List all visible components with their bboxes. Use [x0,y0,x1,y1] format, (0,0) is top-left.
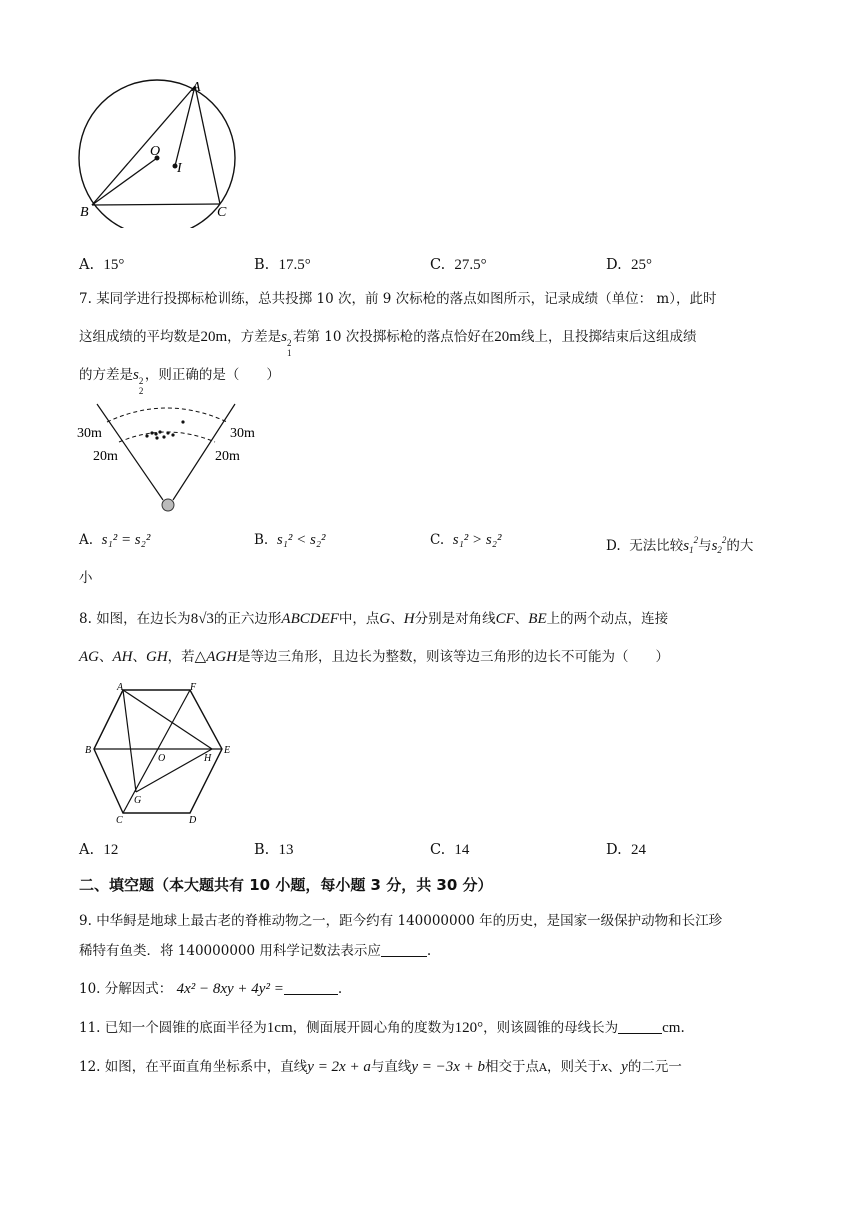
q11-line [79,1018,685,1038]
option-value: 15° [103,257,125,273]
question-number: 11. [79,1020,101,1036]
radius: 1cm [266,1020,293,1036]
text: 若第 10 次投掷标枪的落点恰好在 [293,329,495,345]
q8-option-b[interactable] [254,840,293,860]
q8-option-c[interactable] [430,840,469,860]
text: 如图，在边长为 [96,611,191,627]
point-a-name: A [539,1061,547,1074]
q12-line [79,1057,682,1078]
label-o: O [150,144,161,159]
expression: 4x² − 8xy + 4y² = [176,981,284,997]
option-value: 14 [454,842,470,858]
option-value: 12 [103,842,119,858]
segment-ab-line [94,690,123,749]
q9-line2 [79,941,431,961]
option-letter: A. [79,257,95,273]
hex-label-d: D [189,815,197,825]
option-letter: B. [254,257,270,273]
option-letter: B. [254,532,269,548]
option-value: 17.5° [278,257,311,273]
text: 、 [99,649,113,665]
landing-point [171,433,174,436]
q7-option-a[interactable] [79,530,150,550]
label-c: C [217,205,227,220]
option-value: 13 [278,842,294,858]
label-left-30m: 30m [77,426,102,441]
text: 分解因式： [104,981,173,997]
landing-point [155,436,158,439]
circle-triangle-figure [70,78,245,228]
hexagon-name: ABCDEF [281,611,339,627]
q9-text: 稀特有鱼类．将 140000000 用科学记数法表示应 [79,943,381,959]
segment-ah-name: AH [112,649,133,665]
option-letter: D. [606,257,622,273]
text: ，则正确的是（ ） [144,367,280,383]
q6-option-a[interactable] [79,255,124,275]
hex-label-h: H [204,753,212,764]
question-number: 8. [79,611,92,627]
segment-ac [195,86,220,204]
label-left-20m: 20m [93,449,118,464]
segment-bc [92,204,220,205]
text: 这组成绩的平均数是 [79,329,201,345]
hex-label-g: G [134,795,142,806]
text: . [680,1020,685,1036]
side-length: 8√3 [190,611,214,627]
q8-option-a[interactable] [79,840,118,860]
q8-line1 [79,609,668,629]
text: 与直线 [370,1059,412,1075]
option-letter: D. [606,538,621,554]
option-letter: A. [79,842,95,858]
option-letter: B. [254,842,270,858]
q9-text: 中华鲟是地球上最古老的脊椎动物之一，距今约有 140000000 年的历史，是国家一级保护动物和长江珍 [96,913,723,929]
landing-point [150,431,153,434]
text: ，方差是 [227,329,282,345]
segment-ah-line [123,690,212,749]
arc-30m [107,408,227,422]
text: 线上，且投掷结束后这组成绩 [520,329,697,345]
text: ，则该圆锥的母线长为 [483,1020,619,1036]
q7-line1 [79,289,716,309]
text: 的二元一 [627,1059,682,1075]
label-i: I [177,161,182,176]
text: 、 [132,649,146,665]
q10-line [79,979,342,999]
option-value: s₁² = s₂² [101,532,151,548]
hexagon-figure [82,680,242,825]
unit: cm [662,1020,681,1036]
text: 中，点 [338,611,380,627]
hex-label-e: E [224,745,231,756]
javelin-sector-figure [75,400,270,518]
label-right-20m: 20m [215,449,240,464]
q7-option-d-continued [79,568,93,588]
throw-circle [162,499,174,511]
option-letter: C. [430,842,446,858]
landing-point [158,430,161,433]
q7-text: 某同学进行投掷标枪训练，总共投掷 10 次，前 9 次标枪的落点如图所示，记录成绩（单位： m），此时 [96,291,717,307]
text: 是等边三角形，且边长为整数，则该等边三角形的边长不可能为（ ） [237,649,670,665]
segment-ag-line [123,690,136,792]
hexagon-abcdef [94,690,222,813]
option-value: 25° [630,257,652,273]
option-text: 与 [698,538,712,554]
text: 的方差是 [79,367,133,383]
s2-squared: $s_2^2$ [711,535,727,555]
text: 、 [390,611,404,627]
text: 上的两个动点，连接 [546,611,669,627]
q6-option-b[interactable] [254,255,311,275]
hex-label-a: A [117,682,124,693]
diagonal-cf: CF [495,611,515,627]
option-letter: C. [430,257,446,273]
question-number: 10. [79,981,101,997]
q7-option-c[interactable] [430,530,501,550]
var-y: y [621,1059,628,1075]
q7-line3 [79,365,280,396]
segment-bo [92,158,157,205]
option-value: 27.5° [454,257,487,273]
question-number: 7. [79,291,92,307]
hex-label-b: B [85,745,92,756]
q7-option-d[interactable] [606,530,753,560]
line-20m: 20m [494,329,521,345]
option-text: 无法比较 [629,538,684,554]
option-value: s₁² < s₂² [276,532,326,548]
s2-squared: s 2 2 [133,367,144,396]
q8-line2 [79,647,669,667]
point-h-name: H [403,611,415,627]
landing-point [154,432,157,435]
option-text: 的大 [726,538,754,554]
text: 已知一个圆锥的底面半径为 [104,1020,267,1036]
text: . [337,981,343,997]
point-g-name: G [379,611,391,627]
q8-option-d[interactable] [606,840,646,860]
question-number: 12. [79,1059,101,1075]
mean-value: 20m [200,329,228,345]
line2-equation: y = −3x + b [411,1059,486,1075]
segment-gh-name: GH [146,649,168,665]
diagonal-be: BE [528,611,547,627]
text: 、 [514,611,529,627]
option-value: s₁² > s₂² [452,532,502,548]
triangle-agh-name: △AGH [194,649,238,665]
text: ，侧面展开圆心角的度数为 [292,1020,455,1036]
hex-label-c: C [116,815,123,825]
text: 相交于点 [485,1059,540,1075]
option-letter: C. [430,532,445,548]
angle: 120° [454,1020,484,1036]
s1-squared: s 2 1 [281,329,292,358]
answer-blank[interactable] [284,980,338,995]
segment-ag-name: AG [79,649,99,665]
var-x: x [600,1059,608,1075]
option-letter: D. [606,842,622,858]
text: 、 [607,1059,622,1075]
text: 如图，在平面直角坐标系中，直线 [104,1059,308,1075]
hex-label-f: F [190,682,197,693]
segment-gh-line [136,749,212,792]
landing-point [145,434,148,437]
s1-squared: $s_1^2$ [683,535,699,555]
label-right-30m: 30m [230,426,255,441]
q6-option-d[interactable] [606,255,652,275]
landing-point [166,431,169,434]
line1-equation: y = 2x + a [307,1059,371,1075]
answer-blank[interactable] [381,942,427,957]
text: . [426,943,432,959]
option-value: 24 [630,842,646,858]
option-letter: A. [79,532,94,548]
q7-line2 [79,327,697,358]
text: 的正六边形 [213,611,282,627]
text: 分别是对角线 [414,611,496,627]
landing-point [162,435,165,438]
q7-option-b[interactable] [254,530,326,550]
label-a: A [192,80,201,95]
q9-line1 [79,911,722,931]
hex-label-o: O [158,753,166,764]
text: ，若 [167,649,195,665]
question-number: 9. [79,913,92,929]
text: ，则关于 [546,1059,601,1075]
option-text: 小 [79,570,93,586]
landing-point [181,420,184,423]
section-heading: 二、填空题（本大题共有 10 小题，每小题 3 分，共 30 分） [79,876,493,894]
q6-option-c[interactable] [430,255,487,275]
label-b: B [80,205,89,220]
answer-blank[interactable] [618,1019,662,1034]
